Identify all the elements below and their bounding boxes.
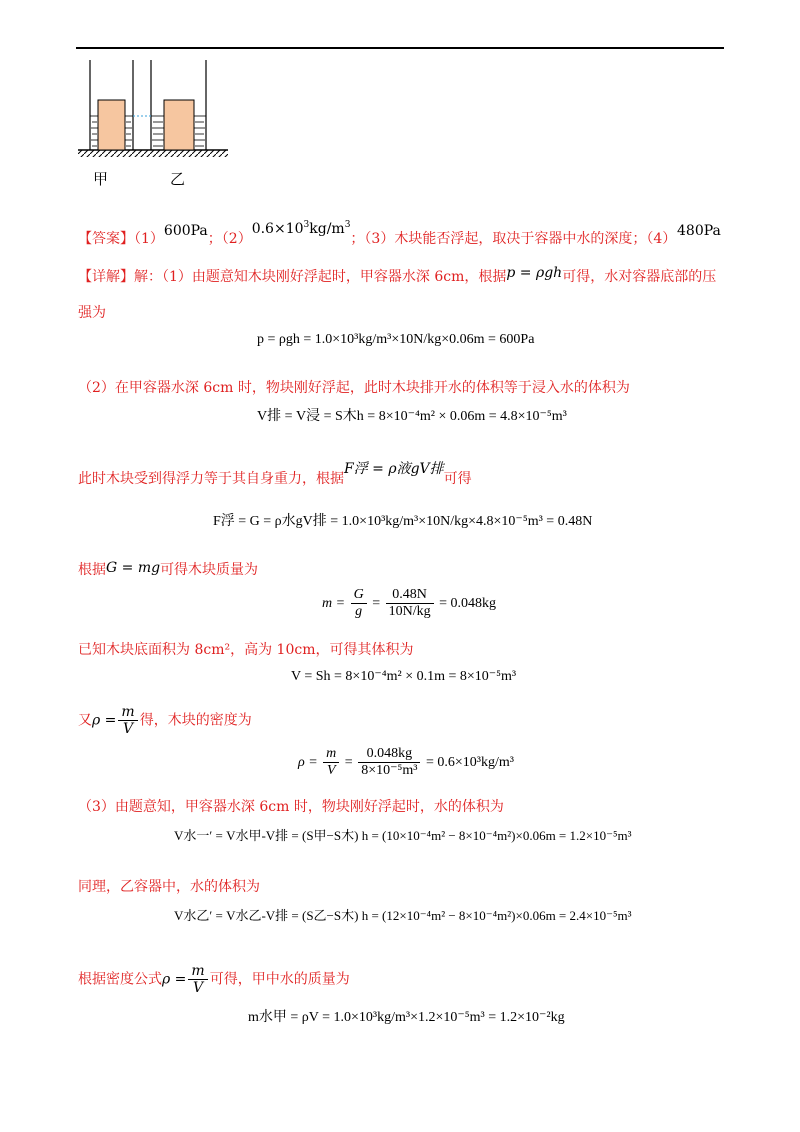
equation-pressure: p = ρgh = 1.0×10³kg/m³×10N/kg×0.06m = 600Pa <box>257 332 535 347</box>
equation-water-volume-yi: V水乙′ = V水乙-V排 = (S乙−S木) h = (12×10⁻⁴m² − 8×10⁻⁴m²)×0.06m = 2.4×10⁻⁵m³ <box>174 908 632 923</box>
equation-mass: m = $\frac{G}{g}$ = $\frac{0.48N}{10N/kg}$ = 0.048kg <box>322 587 496 620</box>
equation-volume: V = Sh = 8×10⁻⁴m² × 0.1m = 8×10⁻⁵m³ <box>291 669 517 684</box>
label-jia: 甲 <box>93 170 109 188</box>
formula-p-rho-g-h: p = ρgh <box>506 265 563 281</box>
equation-water-volume-jia: V水一′ = V水甲-V排 = (S甲−S木) h = (10×10⁻⁴m² − 8×10⁻⁴m²)×0.06m = 1.2×10⁻⁵m³ <box>174 828 632 843</box>
header-rule <box>76 47 724 49</box>
label-yi: 乙 <box>170 170 186 188</box>
answer-2: $0.6\times 10^3kg/m^3$ <box>251 220 351 237</box>
explain-line-7: 又ρ = $\frac{m}{V}$ 得，木块的密度为 <box>78 704 252 738</box>
explain-line-6: 已知木块底面积为 8cm²，高为 10cm，可得其体积为 <box>78 642 414 658</box>
answer-1: 600Pa <box>163 223 208 239</box>
equation-water-mass: m水甲 = ρV = 1.0×10³kg/m³×1.2×10⁻⁵m³ = 1.2×10⁻²kg <box>248 1010 565 1025</box>
answer-line: 【答案】（1）600Pa；$(2)0.6\times 10^3kg/m^3$；（3）木块能否浮起，取决于容器中水的深度；（4） <box>78 220 677 247</box>
explain-line-2: 强为 <box>78 305 106 321</box>
explain-line-10: 根据密度公式ρ = $\frac{m}{V}$ 可得，甲中水的质量为 <box>78 963 350 997</box>
explain-line-1: 【详解】解：（1）由题意知木块刚好浮起时，甲容器水深 6cm，根据p = ρgh可得，水对容器底部的压 <box>78 265 717 285</box>
equation-buoyant-force: F浮 = G = ρ水gV排 = 1.0×10³kg/m³×10N/kg×4.8×10⁻⁵m³ = 0.48N <box>213 514 593 529</box>
equation-density: ρ = $\frac{m}{V}$ = $\frac{0.048kg}{\text{8×10⁻⁵m³}}$ = 0.6×10³kg/m³ <box>298 746 514 779</box>
explain-tag: 【详解】 <box>78 269 134 285</box>
formula-buoyancy: F浮 = ρ液gV排 <box>344 461 444 477</box>
explain-line-8: （3）由题意知，甲容器水深 6cm 时，物块刚好浮起时，水的体积为 <box>78 799 504 815</box>
answer-tag: 【答案】 <box>78 231 134 247</box>
explain-line-5: 根据G = mg可得木块质量为 <box>78 560 259 578</box>
formula-g-mg: G = mg <box>106 560 161 576</box>
explain-line-3: （2）在甲容器水深 6cm 时，物块刚好浮起，此时木块排开水的体积等于浸入水的体积为 <box>78 380 630 396</box>
explain-line-4: 此时木块受到得浮力等于其自身重力，根据F浮 = ρ液gV排可得 <box>78 461 472 487</box>
equation-displaced-volume: V排 = V浸 = S木h = 8×10⁻⁴m² × 0.06m = 4.8×10⁻⁵m³ <box>257 409 567 424</box>
answer-4: 480Pa <box>677 223 721 239</box>
explain-line-9: 同理，乙容器中，水的体积为 <box>78 879 260 895</box>
